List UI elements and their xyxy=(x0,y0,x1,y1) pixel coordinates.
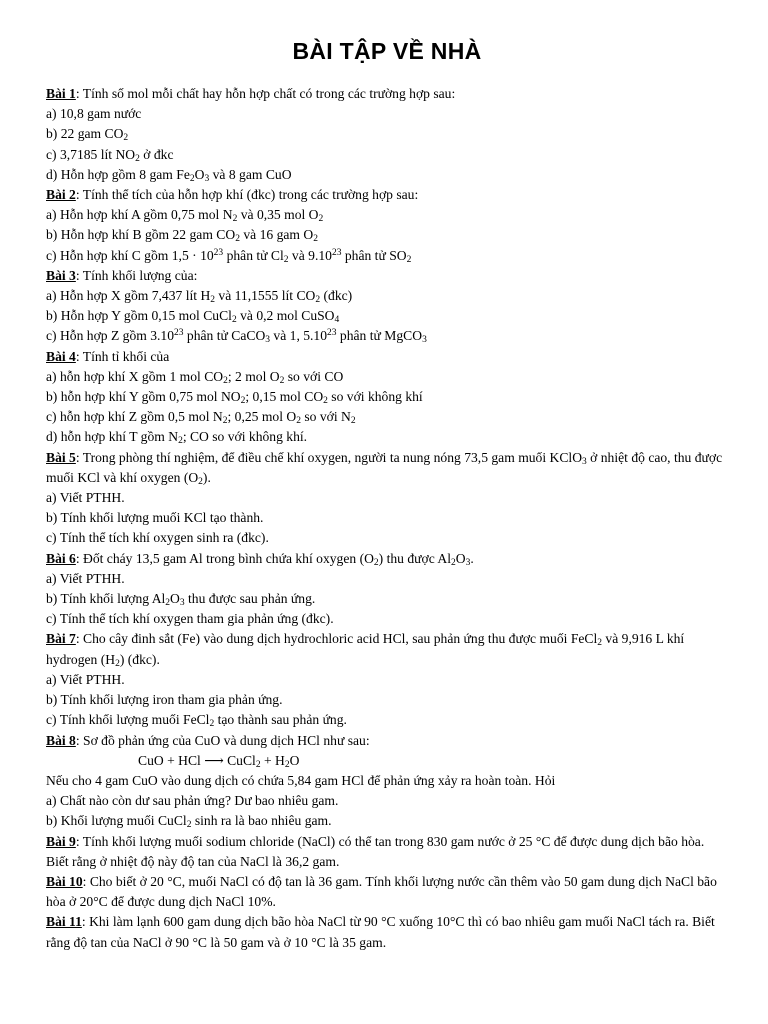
exercise-heading xyxy=(46,266,728,286)
exercise-line: b) Hỗn hợp Y gồm 0,15 mol CuCl$_2$ và 0,2 mol CuSO$_4$ xyxy=(46,308,340,326)
exercise-line: c) 3,7185 lít $NO_2$ ở đkc xyxy=(46,146,174,164)
exercise-label: Bài 7 xyxy=(46,631,76,647)
exercise-line: c) Tính thể tích khí oxygen tham gia phản ứng (đkc). xyxy=(46,611,334,627)
exercise-label: Bài 10 xyxy=(46,873,83,889)
exercise-heading xyxy=(46,347,728,367)
exercise-line: a) Viết PTHH. xyxy=(46,570,125,586)
exercise-line: b) Tính khối lượng muối KCl tạo thành. xyxy=(46,510,264,526)
exercise-heading xyxy=(46,185,728,205)
exercise-line: c) hỗn hợp khí Z gồm 0,5 mol $N_2$; 0,25 mol $O_2$ so với $N_2$ xyxy=(46,409,356,427)
exercise-prompt: : Sơ đồ phản ứng của CuO và dung dịch HCl như sau: xyxy=(75,732,370,748)
exercise-prompt: : Tính số mol mỗi chất hay hỗn hợp chất có trong các trường hợp sau: xyxy=(75,86,456,101)
exercise-line: c) Hỗn hợp Z gồm 3.10$^{23}$ phân tử CaCO$_3$ và 1, 5.10$^{23}$ phân tử MgCO$_3$ xyxy=(46,328,427,346)
exercise-line: b) Hỗn hợp khí B gồm 22 gam $CO_2$ và 16 gam $O_2$ xyxy=(46,227,318,245)
exercise-line: a) Hỗn hợp X gồm 7,437 lít $H_2$ và 11,1555 lít $CO_2$ (đkc) xyxy=(46,288,353,306)
exercise-line: c) Tính thể tích khí oxygen sinh ra (đkc). xyxy=(46,530,269,546)
exercise-prompt: : Tính tỉ khối của xyxy=(75,348,170,364)
exercise-heading xyxy=(46,84,728,104)
exercise-heading xyxy=(46,549,728,569)
exercise-line: d) hỗn hợp khí T gồm $N_2$; CO so với không khí. xyxy=(46,429,308,447)
exercise-heading xyxy=(46,832,728,872)
exercise-line: a) Viết PTHH. xyxy=(46,671,125,687)
exercise-line: a) 10,8 gam nước xyxy=(46,106,142,122)
exercise-label: Bài 4 xyxy=(46,348,76,364)
exercise-heading xyxy=(46,912,728,952)
exercise-prompt: : Tính thể tích của hỗn hợp khí (đkc) trong các trường hợp sau: xyxy=(75,187,419,203)
exercise-heading xyxy=(46,629,728,669)
exercise-heading xyxy=(46,872,728,912)
exercise-list xyxy=(46,84,728,953)
exercise-line: a) Hỗn hợp khí A gồm 0,75 mol $N_2$ và 0,35 mol $O_2$ xyxy=(46,207,324,225)
exercise-label: Bài 6 xyxy=(46,550,76,566)
exercise-label: Bài 3 xyxy=(46,267,76,283)
exercise-line: a) Viết PTHH. xyxy=(46,490,125,506)
exercise-prompt: : Đốt cháy 13,5 gam Al trong bình chứa khí oxygen $(O_2)$ thu được $Al_2O_3$. xyxy=(75,550,474,568)
exercise-label: Bài 8 xyxy=(46,732,76,748)
exercise-label: Bài 5 xyxy=(46,449,76,465)
exercise-label: Bài 11 xyxy=(46,914,82,930)
exercise-line: b) Khối lượng muối CuCl$_2$ sinh ra là bao nhiêu gam. xyxy=(46,813,332,831)
exercise-line: a) Chất nào còn dư sau phản ứng? Dư bao nhiêu gam. xyxy=(46,793,339,809)
exercise-heading xyxy=(46,448,728,488)
exercise-prompt: : Cho cây đinh sắt (Fe) vào dung dịch hydrochloric acid HCl, sau phản ứng thu được muối FeCl$_2$ và 9,916 L khí hydrogen $(H_2)$ (đkc). xyxy=(46,631,685,669)
exercise-label: Bài 1 xyxy=(46,86,76,101)
exercise-heading xyxy=(46,731,728,751)
exercise-label: Bài 2 xyxy=(46,187,76,203)
exercise-line: d) Hỗn hợp gồm 8 gam $Fe_2O_3$ và 8 gam CuO xyxy=(46,166,292,184)
exercise-line: b) Tính khối lượng $Al_2O_3$ thu được sau phản ứng. xyxy=(46,591,316,609)
exercise-prompt: : Khi làm lạnh 600 gam dung dịch bão hòa NaCl từ 90 °C xuống 10°C thì có bao nhiêu gam muối NaCl tách ra. Biết rằng độ tan của NaCl ở 90 °C là 50 gam và ở 10 °C là 35 gam. xyxy=(46,914,715,950)
exercise-line: Nếu cho 4 gam CuO vào dung dịch có chứa 5,84 gam HCl để phản ứng xảy ra hoàn toàn. Hỏi xyxy=(46,772,556,788)
page-title: BÀI TẬP VỀ NHÀ xyxy=(292,38,482,64)
exercise-line: a) hỗn hợp khí X gồm 1 mol $CO_2$; 2 mol $O_2$ so với CO xyxy=(46,368,344,386)
exercise-prompt: : Trong phòng thí nghiệm, để điều chế khí oxygen, người ta nung nóng 73,5 gam muối KClO$_3$ ở nhiệt độ cao, thu được muối KCl và khí oxygen $(O_2)$. xyxy=(46,449,723,487)
exercise-prompt: : Cho biết ở 20 °C, muối NaCl có độ tan là 36 gam. Tính khối lượng nước cần thêm vào 50 gam dung dịch NaCl bão hòa ở 20°C để được dung dịch NaCl 10%. xyxy=(46,873,717,910)
exercise-prompt: : Tính khối lượng muối sodium chloride (NaCl) có thể tan trong 830 gam nước ở 25 °C để được dung dịch bão hòa. Biết rằng ở nhiệt độ này độ tan của NaCl là 36,2 gam. xyxy=(46,833,705,869)
exercise-prompt: : Tính khối lượng của: xyxy=(75,267,198,283)
exercise-line: c) Hỗn hợp khí C gồm $1,5 \cdot 10^{23}$ phân tử $Cl_2$ và 9.10$^{23}$ phân tử $SO_2$ xyxy=(46,247,412,265)
exercise-line: b) hỗn hợp khí Y gồm 0,75 mol $NO_2$; 0,15 mol $CO_2$ so với không khí xyxy=(46,389,423,407)
exercise-line: b) Tính khối lượng iron tham gia phản ứng. xyxy=(46,692,283,708)
reaction-equation: CuO + HCl ⟶ CuCl$_2$ + $H_2O$ xyxy=(138,752,300,770)
exercise-line: b) 22 gam $CO_2$ xyxy=(46,126,129,144)
exercise-line: c) Tính khối lượng muối FeCl$_2$ tạo thành sau phản ứng. xyxy=(46,712,347,730)
exercise-label: Bài 9 xyxy=(46,833,76,849)
